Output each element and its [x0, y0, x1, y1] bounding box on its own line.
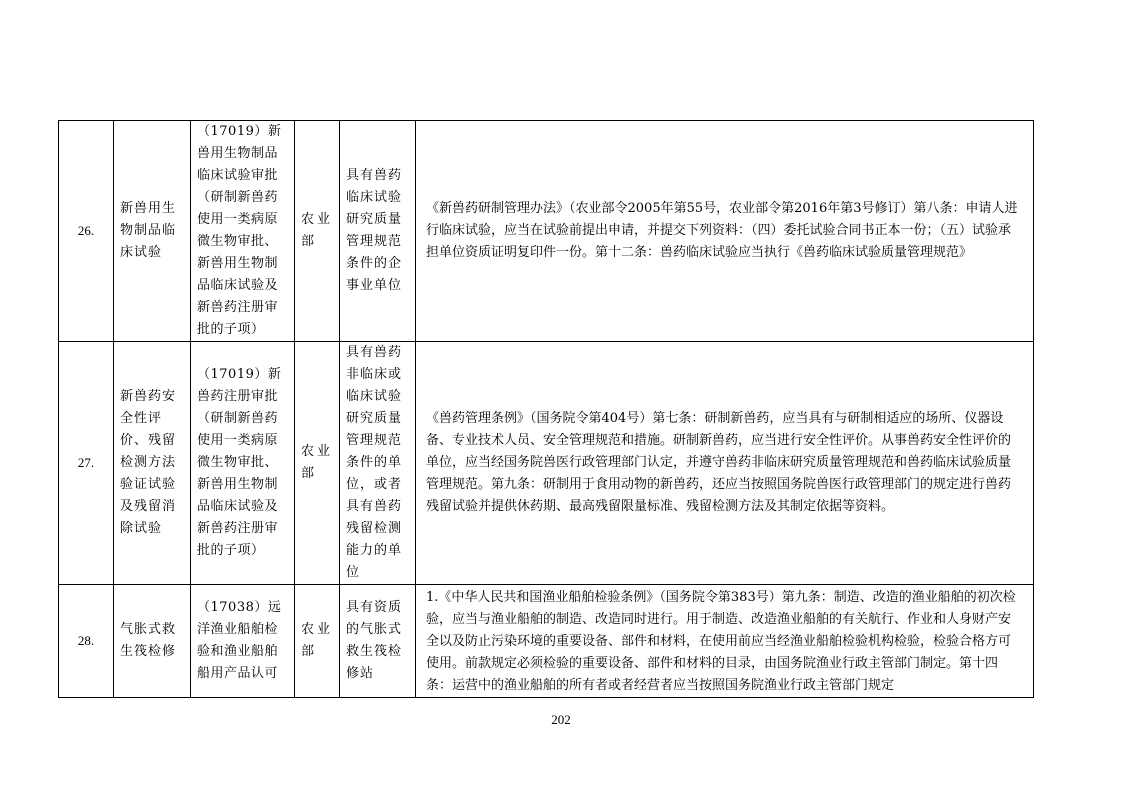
legal-basis: 《兽药管理条例》（国务院令第404号）第七条：研制新兽药，应当具有与研制相适应的场所、仪器设备、专业技术人员、安全管理规范和措施。研制新兽药，应当进行安全性评价。从事兽药安全性评价的单位，应当经国务院兽医行政管理部门认定，并遵守兽药非临床研究质量管理规范和兽药临床试验质量管理规范。第九条：研制用于食用动物的新兽药，还应当按照国务院兽医行政管理部门的规定进行兽药残留试验并提供休药期、最高残留限量标准、残留检测方法及其制定依据等资料。: [416, 342, 1034, 585]
qualification-condition: 具有资质的气胀式救生筏检修站: [340, 585, 416, 698]
page-number: 202: [551, 712, 571, 727]
table-row: [59, 585, 1034, 698]
legal-basis: 《新兽药研制管理办法》（农业部令2005年第55号，农业部令第2016年第3号修订）第八条：申请人进行临床试验，应当在试验前提出申请，并提交下列资料：（四）委托试验合同书正本一份；（五）试验承担单位资质证明复印件一份。第十二条：兽药临床试验应当执行《兽药临床试验质量管理规范》: [416, 121, 1034, 342]
item-name: 气胀式救生筏检修: [114, 585, 191, 698]
approval-name: （17019）新兽药注册审批（研制新兽药使用一类病原微生物审批、新兽用生物制品临床试验及新兽药注册审批的子项）: [191, 342, 295, 585]
department: 农业部: [295, 585, 340, 698]
department: 农业部: [295, 121, 340, 342]
legal-basis: 1.《中华人民共和国渔业船舶检验条例》（国务院令第383号）第九条：制造、改造的渔业船舶的初次检验，应当与渔业船舶的制造、改造同时进行。用于制造、改造渔业船舶的有关航行、作业和人身财产安全以及防止污染环境的重要设备、部件和材料，在使用前应当经渔业船舶检验机构检验，检验合格方可使用。前款规定必须检验的重要设备、部件和材料的目录，由国务院渔业行政主管部门制定。第十四条：运营中的渔业船舶的所有者或者经营者应当按照国务院渔业行政主管部门规定: [416, 585, 1034, 698]
qualification-condition: 具有兽药临床试验研究质量管理规范条件的企事业单位: [340, 121, 416, 342]
approval-name: （17038）远洋渔业船舶检验和渔业船舶船用产品认可: [191, 585, 295, 698]
row-number: 28.: [59, 585, 114, 698]
approval-name: （17019）新兽用生物制品临床试验审批（研制新兽药使用一类病原微生物审批、新兽用生物制品临床试验及新兽药注册审批的子项）: [191, 121, 295, 342]
row-number: 26.: [59, 121, 114, 342]
department: 农业部: [295, 342, 340, 585]
row-number: 27.: [59, 342, 114, 585]
table-row: [59, 342, 1034, 585]
item-name: 新兽用生物制品临床试验: [114, 121, 191, 342]
approval-table: [58, 120, 1034, 698]
item-name: 新兽药安全性评价、残留检测方法验证试验及残留消除试验: [114, 342, 191, 585]
qualification-condition: 具有兽药非临床或临床试验研究质量管理规范条件的单位，或者具有兽药残留检测能力的单位: [340, 342, 416, 585]
table-row: [59, 121, 1034, 342]
